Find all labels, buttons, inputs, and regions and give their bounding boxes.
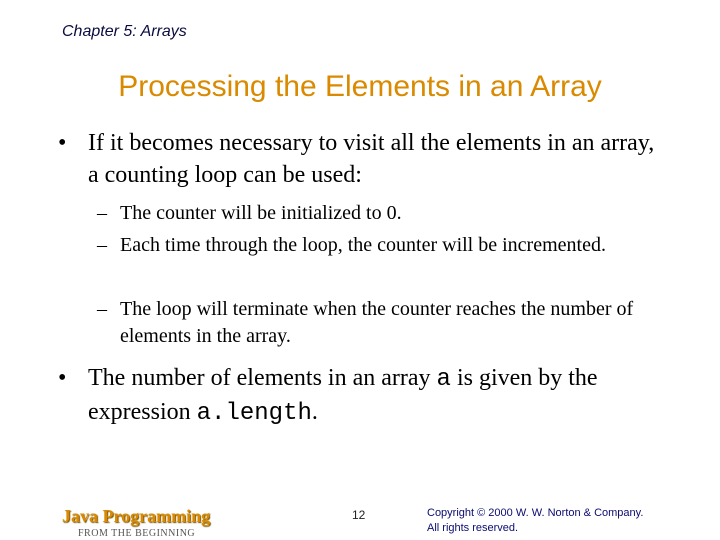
footer-brand-logo: Java Programming	[62, 506, 211, 526]
copyright-line: All rights reserved.	[427, 522, 519, 534]
bullet-text: If it becomes necessary to visit all the elements in an array, a counting loop can be used:	[88, 130, 655, 188]
bullet-text	[88, 362, 668, 430]
subbullet-marker: –	[97, 202, 107, 224]
subbullet-marker: –	[97, 298, 107, 320]
bullet-marker: •	[58, 365, 67, 391]
copyright-notice	[427, 506, 707, 536]
code-length-expression: a.length	[196, 400, 312, 427]
bullet-array-length	[58, 362, 668, 430]
subbullet-increment	[97, 232, 657, 259]
bullet-counting-loop	[58, 127, 668, 191]
footer-brand-subtitle: FROM THE BEGINNING	[78, 528, 196, 539]
page-number: 12	[352, 508, 366, 522]
bullet-marker: •	[58, 130, 67, 156]
subbullet-terminate	[97, 296, 657, 350]
text-segment: The number of elements in an array	[88, 365, 437, 391]
copyright-line: Copyright © 2000 W. W. Norton & Company.	[427, 507, 644, 519]
text-segment: .	[311, 399, 318, 425]
code-array-name: a	[436, 366, 451, 393]
subbullet-text: The loop will terminate when the counter reaches the number of elements in the array.	[120, 298, 634, 347]
slide-title: Processing the Elements in an Array	[118, 70, 602, 103]
subbullet-text: The counter will be initialized to 0.	[120, 202, 402, 224]
subbullet-text: Each time through the loop, the counter will be incremented.	[120, 234, 606, 256]
subbullet-marker: –	[97, 234, 107, 256]
chapter-heading: Chapter 5: Arrays	[62, 23, 187, 40]
subbullet-initialize	[97, 200, 657, 227]
text-segment: is given by the expression	[88, 365, 598, 425]
